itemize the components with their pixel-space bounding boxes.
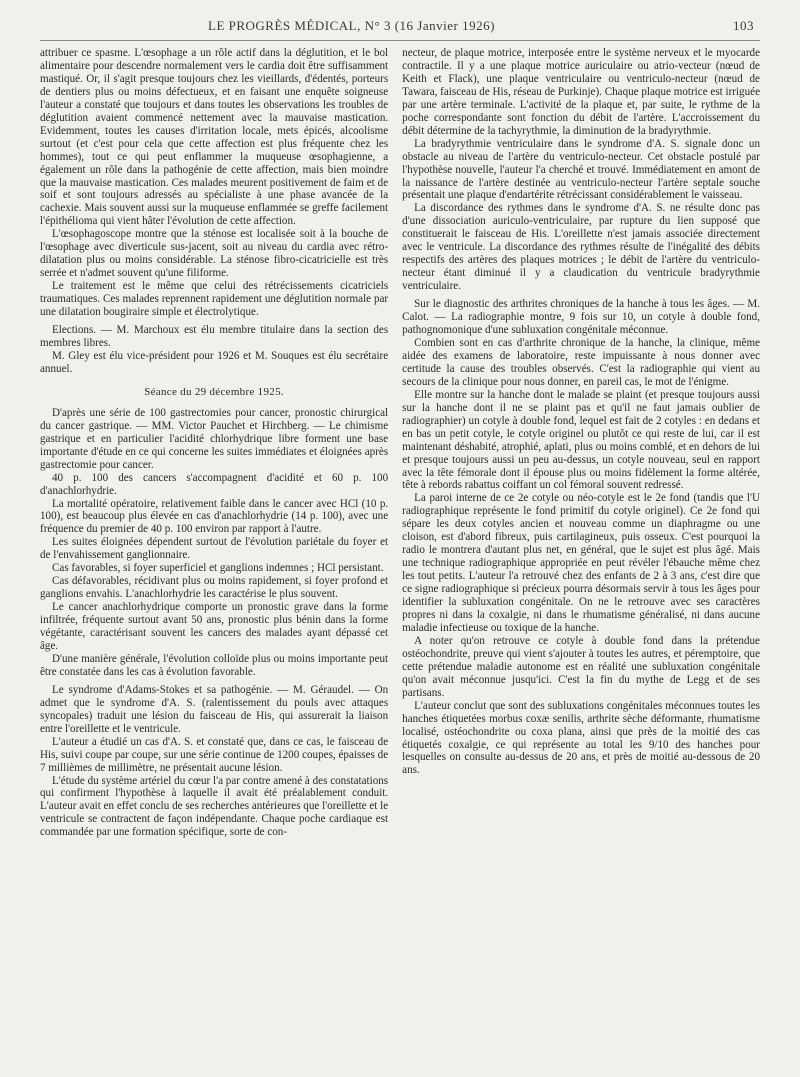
running-head	[40, 18, 760, 38]
paragraph: D'après une série de 100 gastrectomies pour cancer, pronostic chirurgical du cancer gastrique. — MM. Victor Pauchet et Hirchberg. — Le chimisme gastrique et en particulier l'acidité chlorhydrique libre forment une base importante d'étude en ce qui concerne les suites immédiates et éloignées après gastrectomie pour cancer.	[40, 406, 389, 471]
paragraph-adams-stokes: Le syndrome d'Adams-Stokes et sa pathogénie. — M. Géraudel. — On admet que le syndrome d'A. S. (ralentissement du pouls avec attaques syncopales) traduit une lésion du faisceau de His, qui assurerait la liaison entre l'oreillette et le ventricule.	[40, 683, 389, 735]
paragraph: La mortalité opératoire, relativement faible dans le cancer avec HCl (10 p. 100), est beaucoup plus élevée en cas d'anachlorhydrie (14 p. 100), avec une fréquence du premier de 40 p. 100 environ par rapport à l'autre.	[40, 497, 389, 536]
page-number: 103	[733, 18, 754, 33]
session-heading: Séance du 29 décembre 1925.	[144, 385, 284, 398]
paragraph: Le cancer anachlorhydrique comporte un pronostic grave dans la forme infiltrée, fréquente surtout avant 50 ans, pronostic plus bénin dans la forme végétante, caractérisant souvent les cancers des malades ayant dépassé cet âge.	[40, 601, 389, 652]
paragraph: attribuer ce spasme. L'œsophage a un rôle actif dans la déglutition, et le bol alimentaire pour descendre normalement vers le cardia doit être suffisamment mastiqué. Or, il s'agit presque toujours chez les vieillards, d'édentés, porteurs de dentiers plus ou moins défectueux, et en faisant une enquête soigneuse l'auteur a constaté que toujours et dans toutes les observations les troubles de déglutition avaient commencé nettement avec la mauvaise mastication. Evidemment, toutes les causes d'irritation locale, mets épicés, alcoolisme surtout (et c'est pour cela que cette affection est plus fréquente chez les hommes), tout ce qui peut enflammer la muqueuse œsophagienne, a également un rôle dans la pathogénie de cette affection, mais bien moindre que la mauvaise mastication. Ces malades meurent positivement de faim et de soif et sont toujours adressés au spécialiste à une phase avancée de la cachexie. Mais souvent aussi sur la muqueuse enflammée se greffe facilement l'épithélioma qui vient hâter l'évolution de cette affection.	[40, 47, 389, 228]
paragraph: necteur, de plaque motrice, interposée entre le système nerveux et le myocarde contractile. Il y a une plaque motrice auriculaire ou atrio-vecteur (nœud de Keith et Flack), une plaque ventriculaire ou ventriculo-necteur (nœud de Tawara, faisceau de His, réseau de Purkinje). Chaque plaque motrice est irriguée par une artère terminale. L'activité de la plaque et, par suite, le rythme de la poche correspondante sont fonction du débit de l'artère. L'accroissement du débit détermine de la tachyrythmie, la diminution de la bradyrythmie.	[402, 47, 760, 137]
paragraph: Le traitement est le même que celui des rétrécissements cicatriciels traumatiques. Ces malades reprennent rapidement une déglutition normale par une dilatation bougiraire simple et électrolytique.	[40, 280, 389, 319]
paragraph: Cas favorables, si foyer superficiel et ganglions indemnes ; HCl persistant.	[52, 562, 384, 575]
paragraph: La discordance des rythmes dans le syndrome d'A. S. ne résulte donc pas d'une dissociation auriculo-ventriculaire, par rupture du lien supposé que constituerait le faisceau de His. L'oreillette n'est jamais associée directement avec le ventricule. La discordance des rythmes résulte de l'inégalité des débits respectifs des artères des plaques motrices ; le débit de l'artère du ventriculo-necteur étant diminué il y a claudication du ventricule bradyrythmie ventriculaire.	[402, 202, 760, 293]
paragraph: L'œsophagoscope montre que la sténose est localisée soit à la bouche de l'œsophage avec diverticule sus-jacent, soit au niveau du cardia avec rétro-dilatation plus ou moins considérable. La sténose fibro-cicatricielle est très serrée et n'admet souvent qu'une filiforme.	[40, 228, 389, 280]
paragraph-elections: Elections. — M. Marchoux est élu membre titulaire dans la section des membres libres.	[40, 324, 389, 349]
paragraph: L'auteur a étudié un cas d'A. S. et constaté que, dans ce cas, le faisceau de His, suivi coupe par coupe, sur une série continue de 1200 coupes, épaisses de 7 millièmes de millimètre, ne présentait aucune lésion.	[40, 735, 389, 774]
paragraph: D'une manière générale, l'évolution colloïde plus ou moins importante peut être constatée dans les cas à évolution favorable.	[40, 652, 389, 678]
two-column-body	[40, 47, 760, 839]
paragraph: Elle montre sur la hanche dont le malade se plaint (et presque toujours aussi sur la hanche dont il ne se plaint pas et qu'il ne faut jamais oublier de radiographier) un cotyle à double fond, lequel est fait de 2 cotyles : en dedans et en bas un petit cotyle, le cotyle originel ou plutôt ce qui reste de lui, car il est maintenant déshabité, atrophié, aplati, plus ou moins comblé, et en dehors de lui et presque toujours aussi un peu au-dessus, un cotyle nouveau, seul en rapport avec la tête fémorale dont il épouse plus ou moins fidèlement la forme altérée, tête à rebords rabattus coiffant un col fémoral souvent redressé.	[402, 388, 760, 492]
paragraph: La paroi interne de ce 2e cotyle ou néo-cotyle est le 2e fond (tandis que l'U radiographique représente le fond primitif du cotyle originel). Ce 2e fond qui sépare les deux cotyles ancien et nouveau comme un diaphragme ou une cloison, est d'abord fibreux, puis cartilagineux, puis osseux. C'est pourquoi la radio le montrera d'autant plus net, en général, que le sujet est plus âgé. Mais une technique radiographique appropriée en peut révéler l'ébauche même chez les tout petits. L'auteur l'a retrouvé chez des enfants de 2 à 3 ans, c'est dire que ce signe radiographique si précieux pourra désormais servir à tous les âges pour identifier la subluxation congénitale. On ne le retrouve avec ses caractères propres ni dans la coxalgie, ni dans le rhumatisme généralisé, ni dans aucune maladie infectieuse ou toxique de la hanche.	[402, 492, 760, 634]
paragraph: La bradyrythmie ventriculaire dans le syndrome d'A. S. signale donc un obstacle au niveau de l'artère du ventriculo-necteur. Cet obstacle postulé par l'hypothèse nouvelle, l'auteur l'a cherché et trouvé. Immédiatement en amont de la naissance de l'artère destinée au ventriculo-necteur l'artère septale souche présentait une plaque d'endartérite rétrécissant considérablement le vaisseau.	[402, 137, 760, 202]
paragraph: Combien sont en cas d'arthrite chronique de la hanche, la clinique, même aidée des examens de laboratoire, reste impuissante à nous donner avec certitude la cause des troubles observés. C'est la radiographie qui vient au secours de la clinique pour nous donner, en pareil cas, le mot de l'énigme.	[402, 336, 760, 388]
paragraph: L'étude du système artériel du cœur l'a par contre amené à des constatations qui confirment l'hypothèse à laquelle il avait été préalablement conduit. L'auteur avait en effet conclu de ses recherches antérieures que l'oreillette et le ventricule se contractent de façon indépendante. Chaque poche cardiaque est commandée par une formation spécifique, sorte de con-	[40, 774, 389, 839]
paragraph: Cas défavorables, récidivant plus ou moins rapidement, si foyer profond et ganglions envahis. L'anachlorhydrie les caractérise le plus souvent.	[40, 575, 389, 601]
paragraph: L'auteur conclut que sont des subluxations congénitales méconnues toutes les hanches étiquetées morbus coxæ senilis, arthrite sèche déformante, rhumatisme localisé, ostéochondrite ou coxa plana, ainsi que près de la moitié des cas étiquetés coxalgie, ce qui représente au total les 9/10 des hanches pour lesquelles on consulte au-dessus de 20 ans, et près de moitié au-dessous de 20 ans.	[402, 699, 760, 777]
paragraph-hanche-heading: Sur le diagnostic des arthrites chroniques de la hanche à tous les âges. — M. Calot. — La radiographie montre, 9 fois sur 10, un cotyle à double fond, pathognomonique d'une subluxation congénitale méconnue.	[402, 298, 760, 337]
header-rule	[40, 40, 760, 41]
paragraph: Les suites éloignées dépendent surtout de l'évolution pariétale du foyer et de l'envahissement ganglionnaire.	[40, 536, 389, 562]
paragraph: 40 p. 100 des cancers s'accompagnent d'acidité et 60 p. 100 d'anachlorhydrie.	[40, 471, 389, 497]
paragraph: A noter qu'on retrouve ce cotyle à double fond dans la prétendue ostéochondrite, preuve qui vient s'ajouter à toutes les autres, et péremptoire, que cette prétendue maladie autonome est en réalité une subluxation congénitale qu'on avait méconnue jusqu'ici. C'est la fin du mythe de Legg et de ses partisans.	[402, 634, 760, 699]
right-column	[402, 47, 760, 839]
journal-title: LE PROGRÈS MÉDICAL, N° 3 (16 Janvier 1926)	[208, 18, 495, 33]
paragraph: M. Gley est élu vice-président pour 1926 et M. Souques est élu secrétaire annuel.	[40, 349, 389, 375]
left-column	[40, 47, 388, 839]
